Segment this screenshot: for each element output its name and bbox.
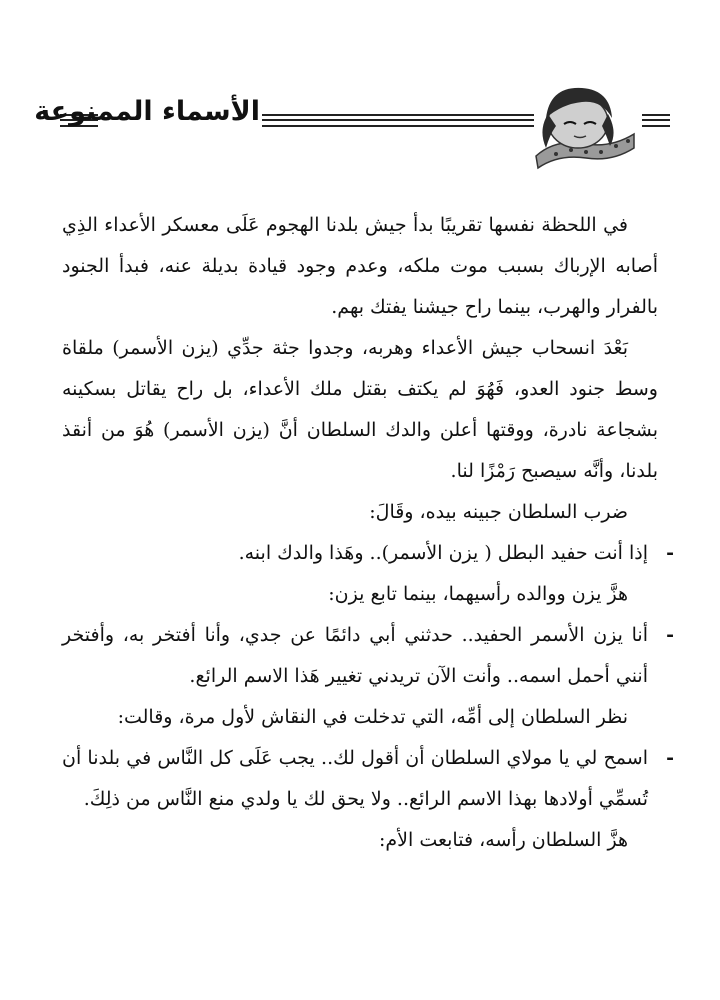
dialog-line [62,533,674,574]
chapter-title: الأسماء الممنوعة [34,96,260,127]
paragraph: بَعْدَ انسحاب جيش الأعداء وهربه، وجدوا جثة جدِّي (يزن الأسمر) ملقاة وسط جنود العدو، فَهُوَ لم يكتف بقتل ملك الأعداء، بل راح يقاتل بسكينه بشجاعة نادرة، ووقتها أعلن والدك السلطان أنَّ (يزن الأسمر) هُوَ من أنقذ بلدنا، وأنَّه سيصبح رَمْزًا لنا. [62,337,658,482]
header-rule-right [642,114,670,127]
girl-mascot-icon [516,78,636,170]
dialog-text: اسمح لي يا مولاي السلطان أن أقول لك.. يجب عَلَى كل النَّاس في بلدنا أن تُسمِّي أولادها بهذا الاسم الرائع.. ولا يحق لك يا ولدي منع النَّاس من ذلِكَ. [62,747,648,810]
paragraph: في اللحظة نفسها تقريبًا بدأ جيش بلدنا الهجوم عَلَى معسكر الأعداء الذِي أصابه الإرباك بسبب موت ملكه، وعدم وجود قيادة بديلة عنه، فبدأ الجنود بالفرار والهرب، بينما راح جيشنا يفتك بهم. [62,214,658,318]
header-rule-middle [262,114,534,127]
dialog-text: إذا أنت حفيد البطل ( يزن الأسمر).. وهَذا والدك ابنه. [238,542,648,564]
paragraph: هزَّ يزن ووالده رأسيهما، بينما تابع يزن: [328,583,628,605]
paragraph: ضرب السلطان جبينه بيده، وقَالَ: [369,501,628,523]
dialog-dash: - [666,624,674,646]
dialog-dash: - [666,542,674,564]
paragraph: نظر السلطان إلى أمِّه، التي تدخلت في النقاش لأول مرة، وقالت: [117,706,628,728]
dialog-line [62,615,674,697]
paragraph: هزَّ السلطان رأسه، فتابعت الأم: [379,829,628,851]
dialog-dash: - [666,747,674,769]
dialog-line [62,738,674,820]
dialog-text: أنا يزن الأسمر الحفيد.. حدثني أبي دائمًا عن جدي، وأنا أفتخر به، وأفتخر أنني أحمل اسمه.. وأنت الآن تريدني تغيير هَذا الاسم الرائع. [62,624,648,687]
page-body [62,205,674,861]
page-header [34,70,670,170]
